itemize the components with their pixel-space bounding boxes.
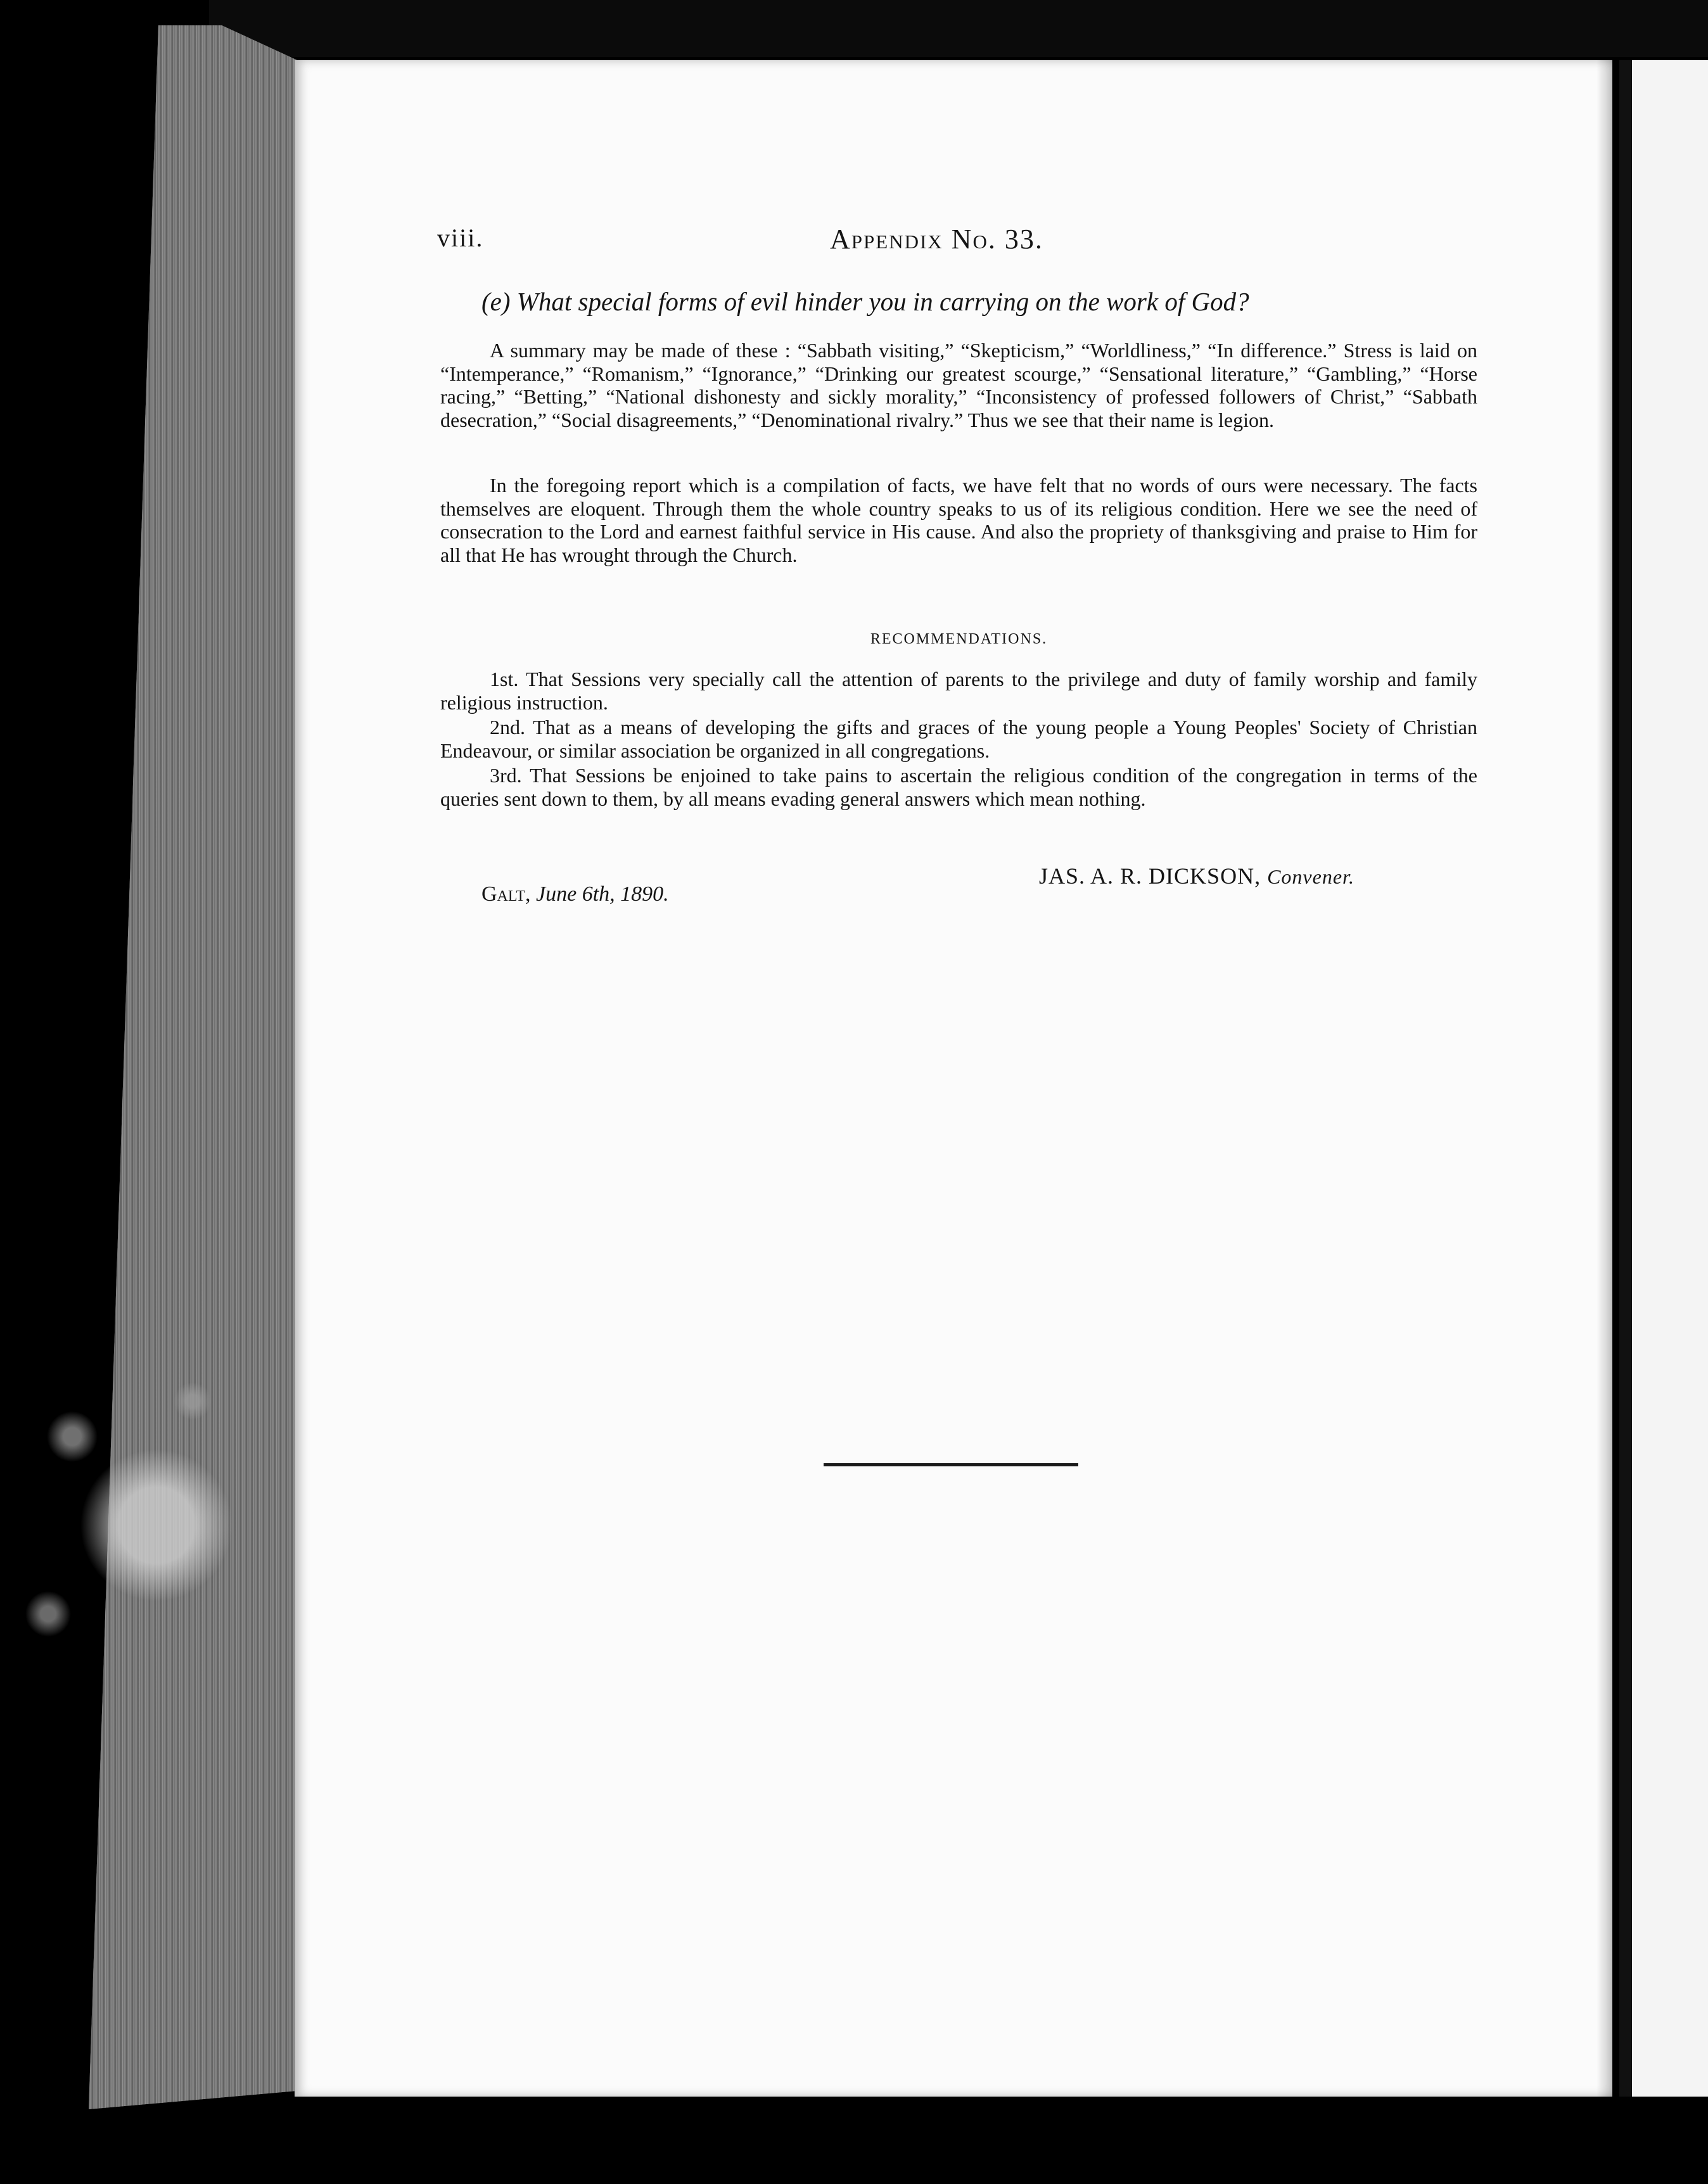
body-paragraph-summary (440, 339, 1477, 431)
paragraph-text: A summary may be made of these : “Sabbath visiting,” “Skepticism,” “Worldliness,” “In difference.” Stress is laid on “Intemperance,” “Romanism,” “Ignorance,” “Drinking our greatest scourge,” “Sensational literature,” “Gambling,” “Horse racing,” “Betting,” “National dishonesty and sickly morality,” “Inconsistency of professed followers of Christ,” “Sabbath desecration,” “Social disagreements,” “Denominational rivalry.” Thus we see that their name is legion. (440, 339, 1477, 431)
running-head: Appendix No. 33. (830, 224, 1043, 255)
recommendation-text: 3rd. That Sessions be enjoined to take pains to ascertain the religious condition of the congregation in terms of the queries sent down to them, by all means evading general answers which mean nothing. (440, 764, 1477, 810)
recommendation-item (440, 668, 1477, 714)
book-page-edges (89, 25, 304, 2109)
facing-page-edge (1619, 60, 1708, 2097)
page-number: viii. (437, 224, 484, 252)
section-end-rule (824, 1463, 1078, 1466)
scan-border-top (209, 0, 1708, 57)
section-question: (e) What special forms of evil hinder you in carrying on the work of God? (481, 287, 1249, 316)
date: June 6th, 1890. (536, 882, 669, 906)
signatory-role: Convener. (1267, 865, 1354, 888)
paragraph-text: In the foregoing report which is a compilation of facts, we have felt that no words of ours were necessary. The facts themselves are eloquent. Through them the whole country speaks to us of its religious condition. Here we see the need of consecration to the Lord and earnest faithful service in His cause. And also the propriety of thanksgiving and praise to Him for all that He has wrought through the Church. (440, 474, 1477, 566)
signature-line (1039, 863, 1354, 889)
signatory-name: JAS. A. R. DICKSON, (1039, 863, 1261, 889)
recommendation-item (440, 716, 1477, 762)
recommendation-item (440, 764, 1477, 810)
scan-speckle (0, 1330, 241, 1685)
recommendation-text: 2nd. That as a means of developing the gifts and graces of the young people a Young Peoples' Society of Christian Endeavour, or similar association be organized in all congregations. (440, 716, 1477, 762)
recommendation-text: 1st. That Sessions very specially call the attention of parents to the privilege and duty of family worship and family religious instruction. (440, 668, 1477, 714)
body-paragraph-conclusion (440, 474, 1477, 566)
place: Galt, (481, 882, 531, 906)
recommendations-heading: RECOMMENDATIONS. (870, 631, 1048, 647)
place-and-date (481, 882, 669, 906)
gutter-shadow (1596, 60, 1622, 2097)
